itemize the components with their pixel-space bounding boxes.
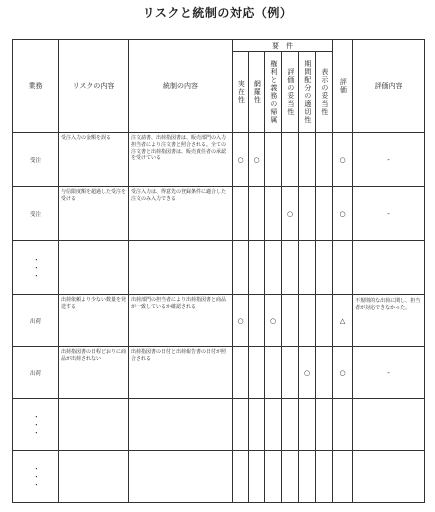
cell-mark <box>265 399 282 451</box>
cell-evaluation-detail <box>353 241 425 295</box>
cell-mark <box>249 295 265 347</box>
cell-evaluation: △ <box>333 295 353 347</box>
cell-mark <box>249 451 265 503</box>
cell-risk <box>59 241 129 295</box>
cell-control: 受注入力は、得意先の登録条件に適合した注文のみ入力できる <box>129 187 233 241</box>
table-row <box>13 295 425 347</box>
cell-control <box>129 399 233 451</box>
document-title: リスクと統制の対応（例） <box>142 6 293 20</box>
cell-control <box>129 451 233 503</box>
cell-mark <box>316 399 333 451</box>
cell-mark: ○ <box>282 187 299 241</box>
cell-risk: 受注入力の金額を誤る <box>59 133 129 187</box>
cell-control: 出荷部門の担当者により出荷指図書と商品が一致しているか確認される <box>129 295 233 347</box>
cell-control: 注文請書、出荷指図書は、販売部門の入力担当者により注文書と照合される。全ての注文書と出荷指図書は、販売責任者の承認を受けている <box>129 133 233 187</box>
cell-evaluation-detail: - <box>353 347 425 399</box>
cell-mark <box>249 347 265 399</box>
cell-mark: ○ <box>299 347 316 399</box>
table-row <box>13 399 425 451</box>
cell-business: 受注 <box>13 133 59 187</box>
cell-evaluation-detail: - <box>353 133 425 187</box>
cell-mark <box>299 187 316 241</box>
header-evaluation-detail: 評価内容 <box>353 40 425 133</box>
cell-mark <box>316 295 333 347</box>
cell-risk: 与信限度額を超過した受注を受ける <box>59 187 129 241</box>
cell-mark: ○ <box>249 133 265 187</box>
cell-business: 出荷 <box>13 347 59 399</box>
cell-business: 受注 <box>13 187 59 241</box>
table-row <box>13 187 425 241</box>
cell-mark <box>316 133 333 187</box>
cell-business: 出荷 <box>13 295 59 347</box>
header-period-allocation: 期間配分の適切性 <box>299 52 316 133</box>
cell-mark <box>265 187 282 241</box>
cell-mark: ○ <box>265 295 282 347</box>
cell-mark <box>233 451 249 503</box>
cell-business-ellipsis: ・・・ <box>13 451 59 503</box>
cell-control: 出荷指図書の日付と出荷報告書の日付が照合される <box>129 347 233 399</box>
table-row <box>13 347 425 399</box>
cell-mark <box>299 295 316 347</box>
cell-mark <box>282 347 299 399</box>
cell-mark <box>316 187 333 241</box>
cell-mark <box>316 347 333 399</box>
table-row <box>13 241 425 295</box>
risk-control-table <box>12 39 425 503</box>
cell-evaluation: ○ <box>333 187 353 241</box>
cell-mark <box>299 399 316 451</box>
header-assertions-group: 要 件 <box>233 40 333 52</box>
cell-evaluation: ○ <box>333 133 353 187</box>
cell-evaluation-detail <box>353 451 425 503</box>
cell-mark <box>282 133 299 187</box>
cell-risk: 出荷指図書の日程どおりに商品が出荷されない <box>59 347 129 399</box>
cell-mark <box>282 451 299 503</box>
cell-mark <box>299 241 316 295</box>
cell-evaluation-detail: 不規則的な出荷に関し、担当者が対応できなかった。 <box>353 295 425 347</box>
cell-mark <box>233 241 249 295</box>
cell-mark <box>233 347 249 399</box>
cell-evaluation <box>333 451 353 503</box>
cell-mark <box>265 347 282 399</box>
header-evaluation: 評価 <box>333 40 353 133</box>
cell-mark <box>265 451 282 503</box>
cell-risk <box>59 451 129 503</box>
cell-evaluation <box>333 241 353 295</box>
cell-mark <box>249 241 265 295</box>
cell-mark <box>249 399 265 451</box>
cell-mark <box>282 399 299 451</box>
cell-mark <box>316 241 333 295</box>
header-presentation: 表示の妥当性 <box>316 52 333 133</box>
cell-mark <box>316 451 333 503</box>
cell-business-ellipsis: ・・・ <box>13 399 59 451</box>
cell-mark <box>249 187 265 241</box>
table-row <box>13 133 425 187</box>
cell-mark <box>233 187 249 241</box>
cell-evaluation <box>333 399 353 451</box>
cell-risk <box>59 399 129 451</box>
cell-mark <box>282 295 299 347</box>
cell-evaluation-detail <box>353 399 425 451</box>
cell-mark <box>233 399 249 451</box>
header-existence: 実在性 <box>233 52 249 133</box>
cell-mark <box>299 451 316 503</box>
cell-mark <box>265 133 282 187</box>
header-risk: リスクの内容 <box>59 40 129 133</box>
header-valuation: 評価の妥当性 <box>282 52 299 133</box>
cell-control <box>129 241 233 295</box>
cell-risk: 出荷依頼より少ない数量を発送する <box>59 295 129 347</box>
header-business: 業務 <box>13 40 59 133</box>
table-row <box>13 451 425 503</box>
cell-business-ellipsis: ・・・ <box>13 241 59 295</box>
cell-mark: ○ <box>233 133 249 187</box>
header-completeness: 網羅性 <box>249 52 265 133</box>
cell-mark: ○ <box>233 295 249 347</box>
cell-mark <box>282 241 299 295</box>
header-control: 統制の内容 <box>129 40 233 133</box>
cell-evaluation: ○ <box>333 347 353 399</box>
cell-mark <box>299 133 316 187</box>
header-rights-obligations: 権利と義務の帰属 <box>265 52 282 133</box>
cell-mark <box>265 241 282 295</box>
cell-evaluation-detail: - <box>353 187 425 241</box>
